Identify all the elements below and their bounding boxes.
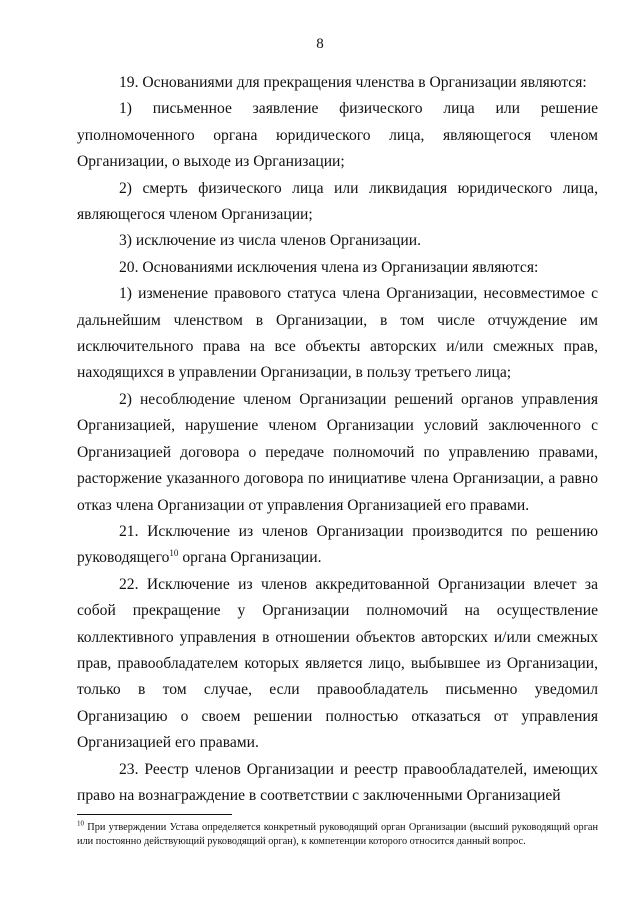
- paragraph-19: 19. Основаниями для прекращения членства в Организации являются:: [119, 74, 587, 91]
- page-number: 8: [316, 36, 324, 52]
- paragraph-19-item-2: 2) смерть физического лица или ликвидация юридического лица, являющегося членом Организации;: [77, 179, 598, 224]
- footnote-text: При утверждении Устава определяется конкретный руководящий орган Организации (высший руководящий орган или постоянно действующий руководящий орган), к компетенции которого относится данный вопрос.: [77, 822, 598, 847]
- document-body: [77, 70, 598, 809]
- footnote-reference[interactable]: 10: [169, 548, 179, 559]
- paragraph-19-item-1: 1) письменное заявление физического лица или решение уполномоченного органа юридического лица, являющегося членом Организации, о выходе из Организации;: [77, 100, 598, 171]
- paragraph-20: 20. Основаниями исключения члена из Организации являются:: [119, 258, 539, 276]
- paragraph-20-item-2: 2) несоблюдение членом Организации решений органов управления Организацией, нарушение членом Организации условий заключенного с Организацией договора о передаче полномочий по управлению правами, расторжение указанного договора по инициативе члена Организации, а равно отказ члена Организации от управления Организацией его правами.: [77, 390, 598, 514]
- footnote-divider: [77, 814, 232, 815]
- paragraph-21-text-end: органа Организации.: [178, 549, 322, 567]
- paragraph-21: [77, 519, 598, 572]
- paragraph-22: 22. Исключение из членов аккредитованной Организации влечет за собой прекращение у Организации полномочий на осуществление коллективного управления в отношении объектов авторских и/или смежных прав, правообладателем которых является лицо, выбывшее из Организации, только в том случае, если правообладатель письменно уведомил Организацию о своем решении полностью отказаться от управления Организацией его правами.: [77, 575, 598, 752]
- paragraph-19-item-3: 3) исключение из числа членов Организации.: [119, 232, 421, 250]
- paragraph-23: 23. Реестр членов Организации и реестр правообладателей, имеющих право на вознаграждение в соответствии с заключенными Организацией: [77, 760, 598, 804]
- paragraph-20-item-1: 1) изменение правового статуса члена Организации, несовместимое с дальнейшим членством в Организации, в том числе отчуждение им исключительного права на все объекты авторских и/или смежных прав, находящихся в управлении Организации, в пользу третьего лица;: [77, 285, 598, 382]
- footnote-marker: 10: [77, 819, 84, 828]
- footnote: [77, 821, 598, 848]
- paragraph-21-text: 21. Исключение из членов Организации производится по решению руководящего: [77, 522, 598, 567]
